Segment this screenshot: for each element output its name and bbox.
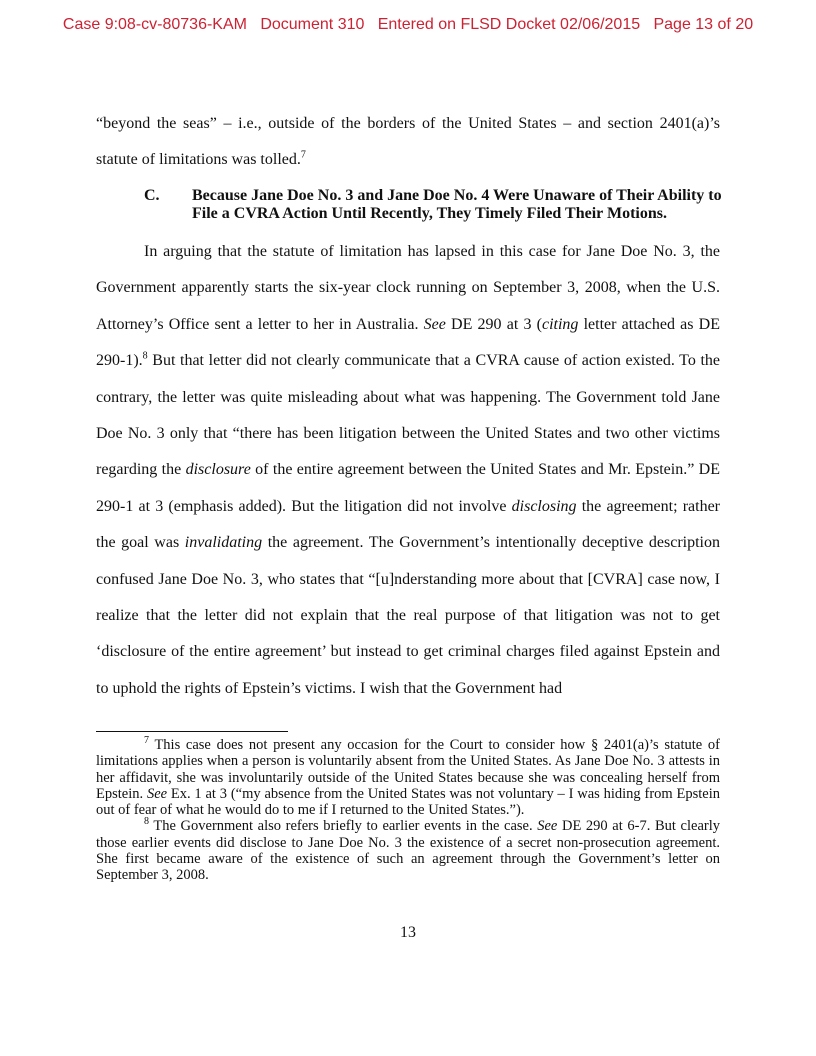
section-letter: C. — [144, 187, 160, 204]
footnote-text: DE 290 at 6-7. But clearly those earlier events did disclose to Jane Doe No. 3 the existence of a secret non-prosecution agreement. She first became aware of the existence of such an agreement through the Government’s letter on September 3, 2008. — [96, 818, 720, 884]
paragraph2-text-2: DE 290 at 3 ( — [445, 315, 542, 333]
header-page-count: Page 13 of 20 — [653, 16, 754, 33]
emphasis-disclosing: disclosing — [511, 497, 577, 515]
paragraph2-text-7: the agreement. The Government’s intentionally deceptive description confused Jane Doe No. 3, who states that “[u]nderstanding more about that [CVRA] case now, I realize that the letter did not explain that the real purpose of that litigation was not to get ‘disclosure of the entire agreement’ but instead to get criminal charges filed against Epstein and to uphold the rights of Epstein’s victims. I wish that the Government had — [96, 534, 720, 697]
footnote-ref-8[interactable]: 8 — [142, 350, 148, 362]
footnote-number: 7 — [144, 735, 149, 747]
footnote-number: 8 — [144, 816, 149, 828]
footnote-text: This case does not present any occasion for the Court to consider how § 2401(a)’s statute of limitations applies when a person is voluntarily absent from the United States. As Jane Doe No. 3 attests in her affidavit, she was involuntarily outside of the United States because she was concealing herself from Epstein. — [96, 737, 720, 802]
footnote-ref-7[interactable]: 7 — [300, 150, 306, 162]
footnote-7 — [96, 737, 720, 818]
header-case-number: Case 9:08-cv-80736-KAM — [62, 16, 247, 33]
section-heading-text: Because Jane Doe No. 3 and Jane Doe No. 4 Were Unaware of Their Ability to File a CVRA Action Until Recently, They Timely Filed Their Motions. — [192, 187, 722, 222]
citing-signal: citing — [541, 315, 579, 333]
page-number: 13 — [400, 924, 416, 941]
paragraph2-text-5: of the entire agreement between the United States and Mr. Epstein.” DE 290-1 at 3 (emphasis added). But the litigation did not involve — [96, 461, 721, 515]
emphasis-disclosure: disclosure — [185, 461, 251, 479]
emphasis-invalidating: invalidating — [184, 534, 263, 552]
paragraph1-text: “beyond the seas” – i.e., outside of the borders of the United States – and section 2401(a)’s statute of limitations was tolled. — [96, 115, 720, 169]
paragraph2-text-4: But that letter did not clearly communicate that a CVRA cause of action existed. To the contrary, the letter was quite misleading about what was happening. The Government told Jane Doe No. 3 only that “there has been litigation between the United States and two other victims regarding the — [96, 352, 720, 479]
footnote-text: Ex. 1 at 3 (“my absence from the United States was not voluntary – I was hiding from Epstein out of fear of what he would do to me if I returned to the United States.”). — [96, 785, 720, 819]
see-signal: See — [423, 315, 446, 333]
footnote-separator — [96, 731, 288, 732]
docket-header — [0, 16, 816, 34]
paragraph-argument — [96, 234, 720, 707]
footnote-8 — [96, 818, 720, 883]
paragraph2-text-1: In arguing that the statute of limitation has lapsed in this case for Jane Doe No. 3, the Government apparently starts the six-year clock running on September 3, 2008, when the U.S. Attorney’s Office sent a letter to her in Australia. — [96, 243, 720, 333]
header-entered-on: Entered on FLSD Docket 02/06/2015 — [377, 16, 641, 33]
paragraph2-text-6: the agreement; rather the goal was — [96, 497, 721, 552]
see-signal: See — [537, 818, 558, 835]
footnote-text: The Government also refers briefly to earlier events in the case. — [149, 818, 538, 835]
header-document-number: Document 310 — [260, 16, 365, 33]
see-signal: See — [146, 785, 168, 802]
footnotes — [96, 737, 720, 884]
paragraph2-text-3: letter attached as DE 290-1). — [96, 315, 720, 370]
paragraph-continuation — [96, 106, 720, 179]
